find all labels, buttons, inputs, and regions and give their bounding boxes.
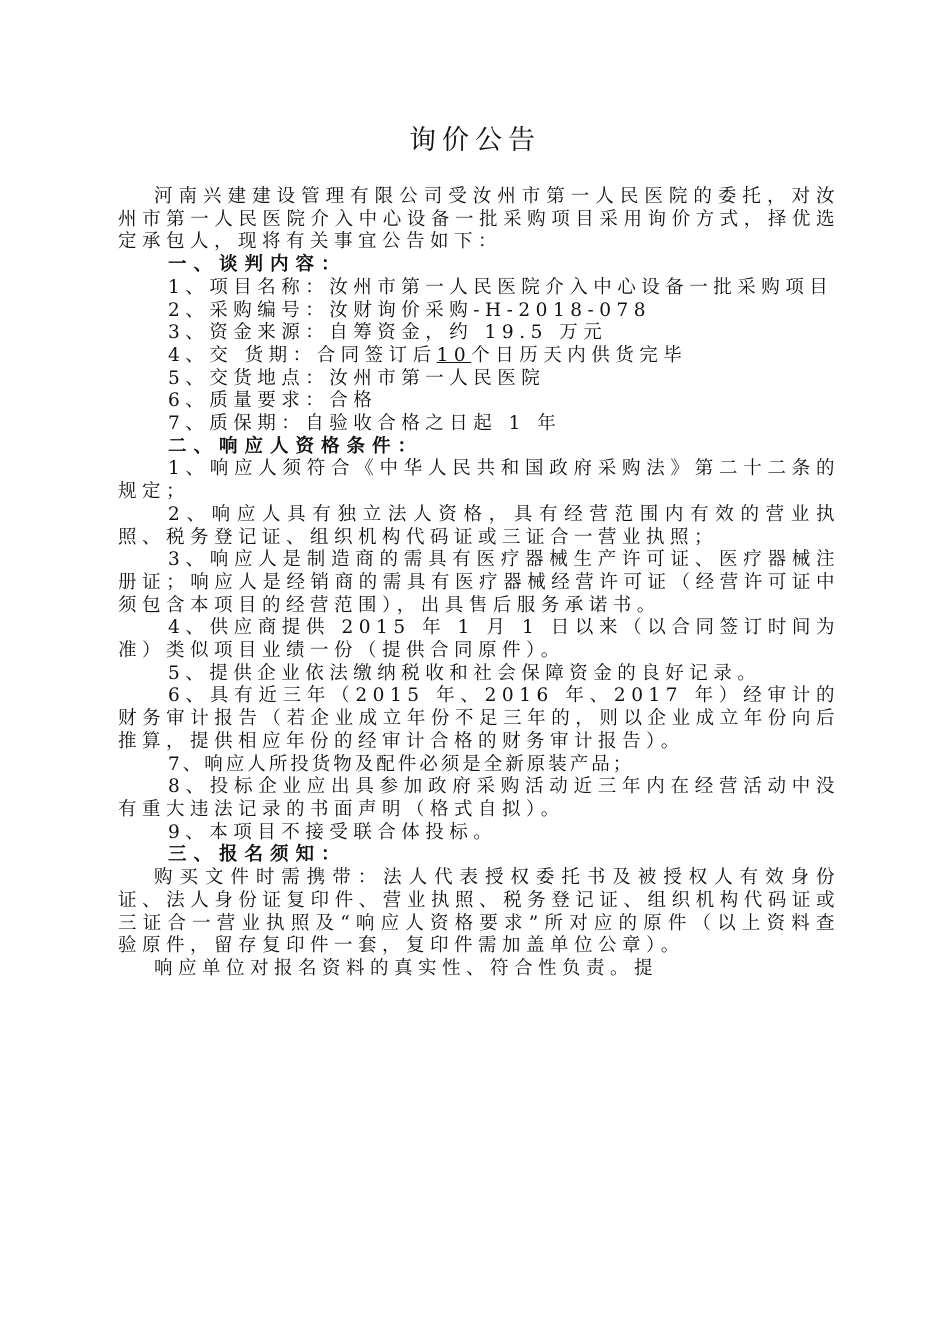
- section1-item-5: 5、交货地点：汝州市第一人民医院: [168, 367, 546, 389]
- section1-item-2: 2、采购编号：汝财询价采购-H-2018-078: [168, 299, 652, 321]
- section1-item-4: [118, 345, 840, 368]
- section2-item-1: 1、响应人须符合《中华人民共和国政府采购法》第二十二条的规定；: [118, 458, 840, 503]
- section2-item-6: 6、具有近三年（2015 年、2016 年、2017 年）经审计的财务审计报告（若企业成立年份不足三年的，则以企业成立年份向后推算，提供相应年份的经审计合格的财务审计报告）。: [118, 685, 840, 752]
- section1-item-3: 3、资金来源：自筹资金，约 19.5 万元: [168, 322, 608, 344]
- section2-heading: 二、响应人资格条件：: [168, 435, 424, 457]
- section1-heading: 一、谈判内容：: [168, 254, 347, 276]
- section2-item-3: 3、响应人是制造商的需具有医疗器械生产许可证、医疗器械注册证；响应人是经销商的需具有医疗器械经营许可证（经营许可证中须包含本项目的经营范围），出具售后服务承诺书。: [118, 549, 840, 616]
- section3-paragraph-1: 购买文件时需携带：法人代表授权委托书及被授权人有效身份证、法人身份证复印件、营业执照、税务登记证、组织机构代码证或三证合一营业执照及“响应人资格要求”所对应的原件（以上资料查验原件，留存复印件一套，复印件需加盖单位公章）。: [118, 867, 840, 957]
- delivery-suffix: 个日历天内供货完毕: [471, 344, 688, 366]
- delivery-prefix: 4、交 货期：合同签订后: [168, 344, 437, 366]
- document-body: [118, 186, 840, 981]
- section3-heading: 三、报名须知：: [168, 844, 347, 866]
- section1-item-1: 1、项目名称：汝州市第一人民医院介入中心设备一批采购项目: [168, 276, 834, 298]
- section3-paragraph-2: 响应单位对报名资料的真实性、符合性负责。提: [154, 957, 659, 979]
- section2-item-4: 4、供应商提供 2015 年 1 月 1 日以来（以合同签订时间为准）类似项目业绩一份（提供合同原件）。: [118, 617, 840, 662]
- section2-item-9: 9、本项目不接受联合体投标。: [168, 821, 498, 843]
- section2-item-7: 7、响应人所投货物及配件必须是全新原装产品；: [168, 753, 635, 775]
- section2-item-8: 8、投标企业应出具参加政府采购活动近三年内在经营活动中没有重大违法记录的书面声明（格式自拟）。: [118, 776, 840, 820]
- section2-item-2: 2、响应人具有独立法人资格，具有经营范围内有效的营业执照、税务登记证、组织机构代码证或三证合一营业执照；: [118, 503, 840, 548]
- section1-item-6: 6、质量要求：合格: [168, 390, 378, 412]
- section1-item-7: 7、质保期：自验收合格之日起 1 年: [168, 413, 562, 435]
- intro-paragraph: 河南兴建建设管理有限公司受汝州市第一人民医院的委托，对汝州市第一人民医院介入中心设备一批采购项目采用询价方式，择优选定承包人，现将有关事宜公告如下：: [118, 186, 840, 253]
- page-title: 询价公告: [409, 125, 541, 156]
- delivery-days: 10: [436, 344, 472, 366]
- section2-item-5: 5、提供企业依法缴纳税收和社会保障资金的良好记录。: [168, 662, 762, 684]
